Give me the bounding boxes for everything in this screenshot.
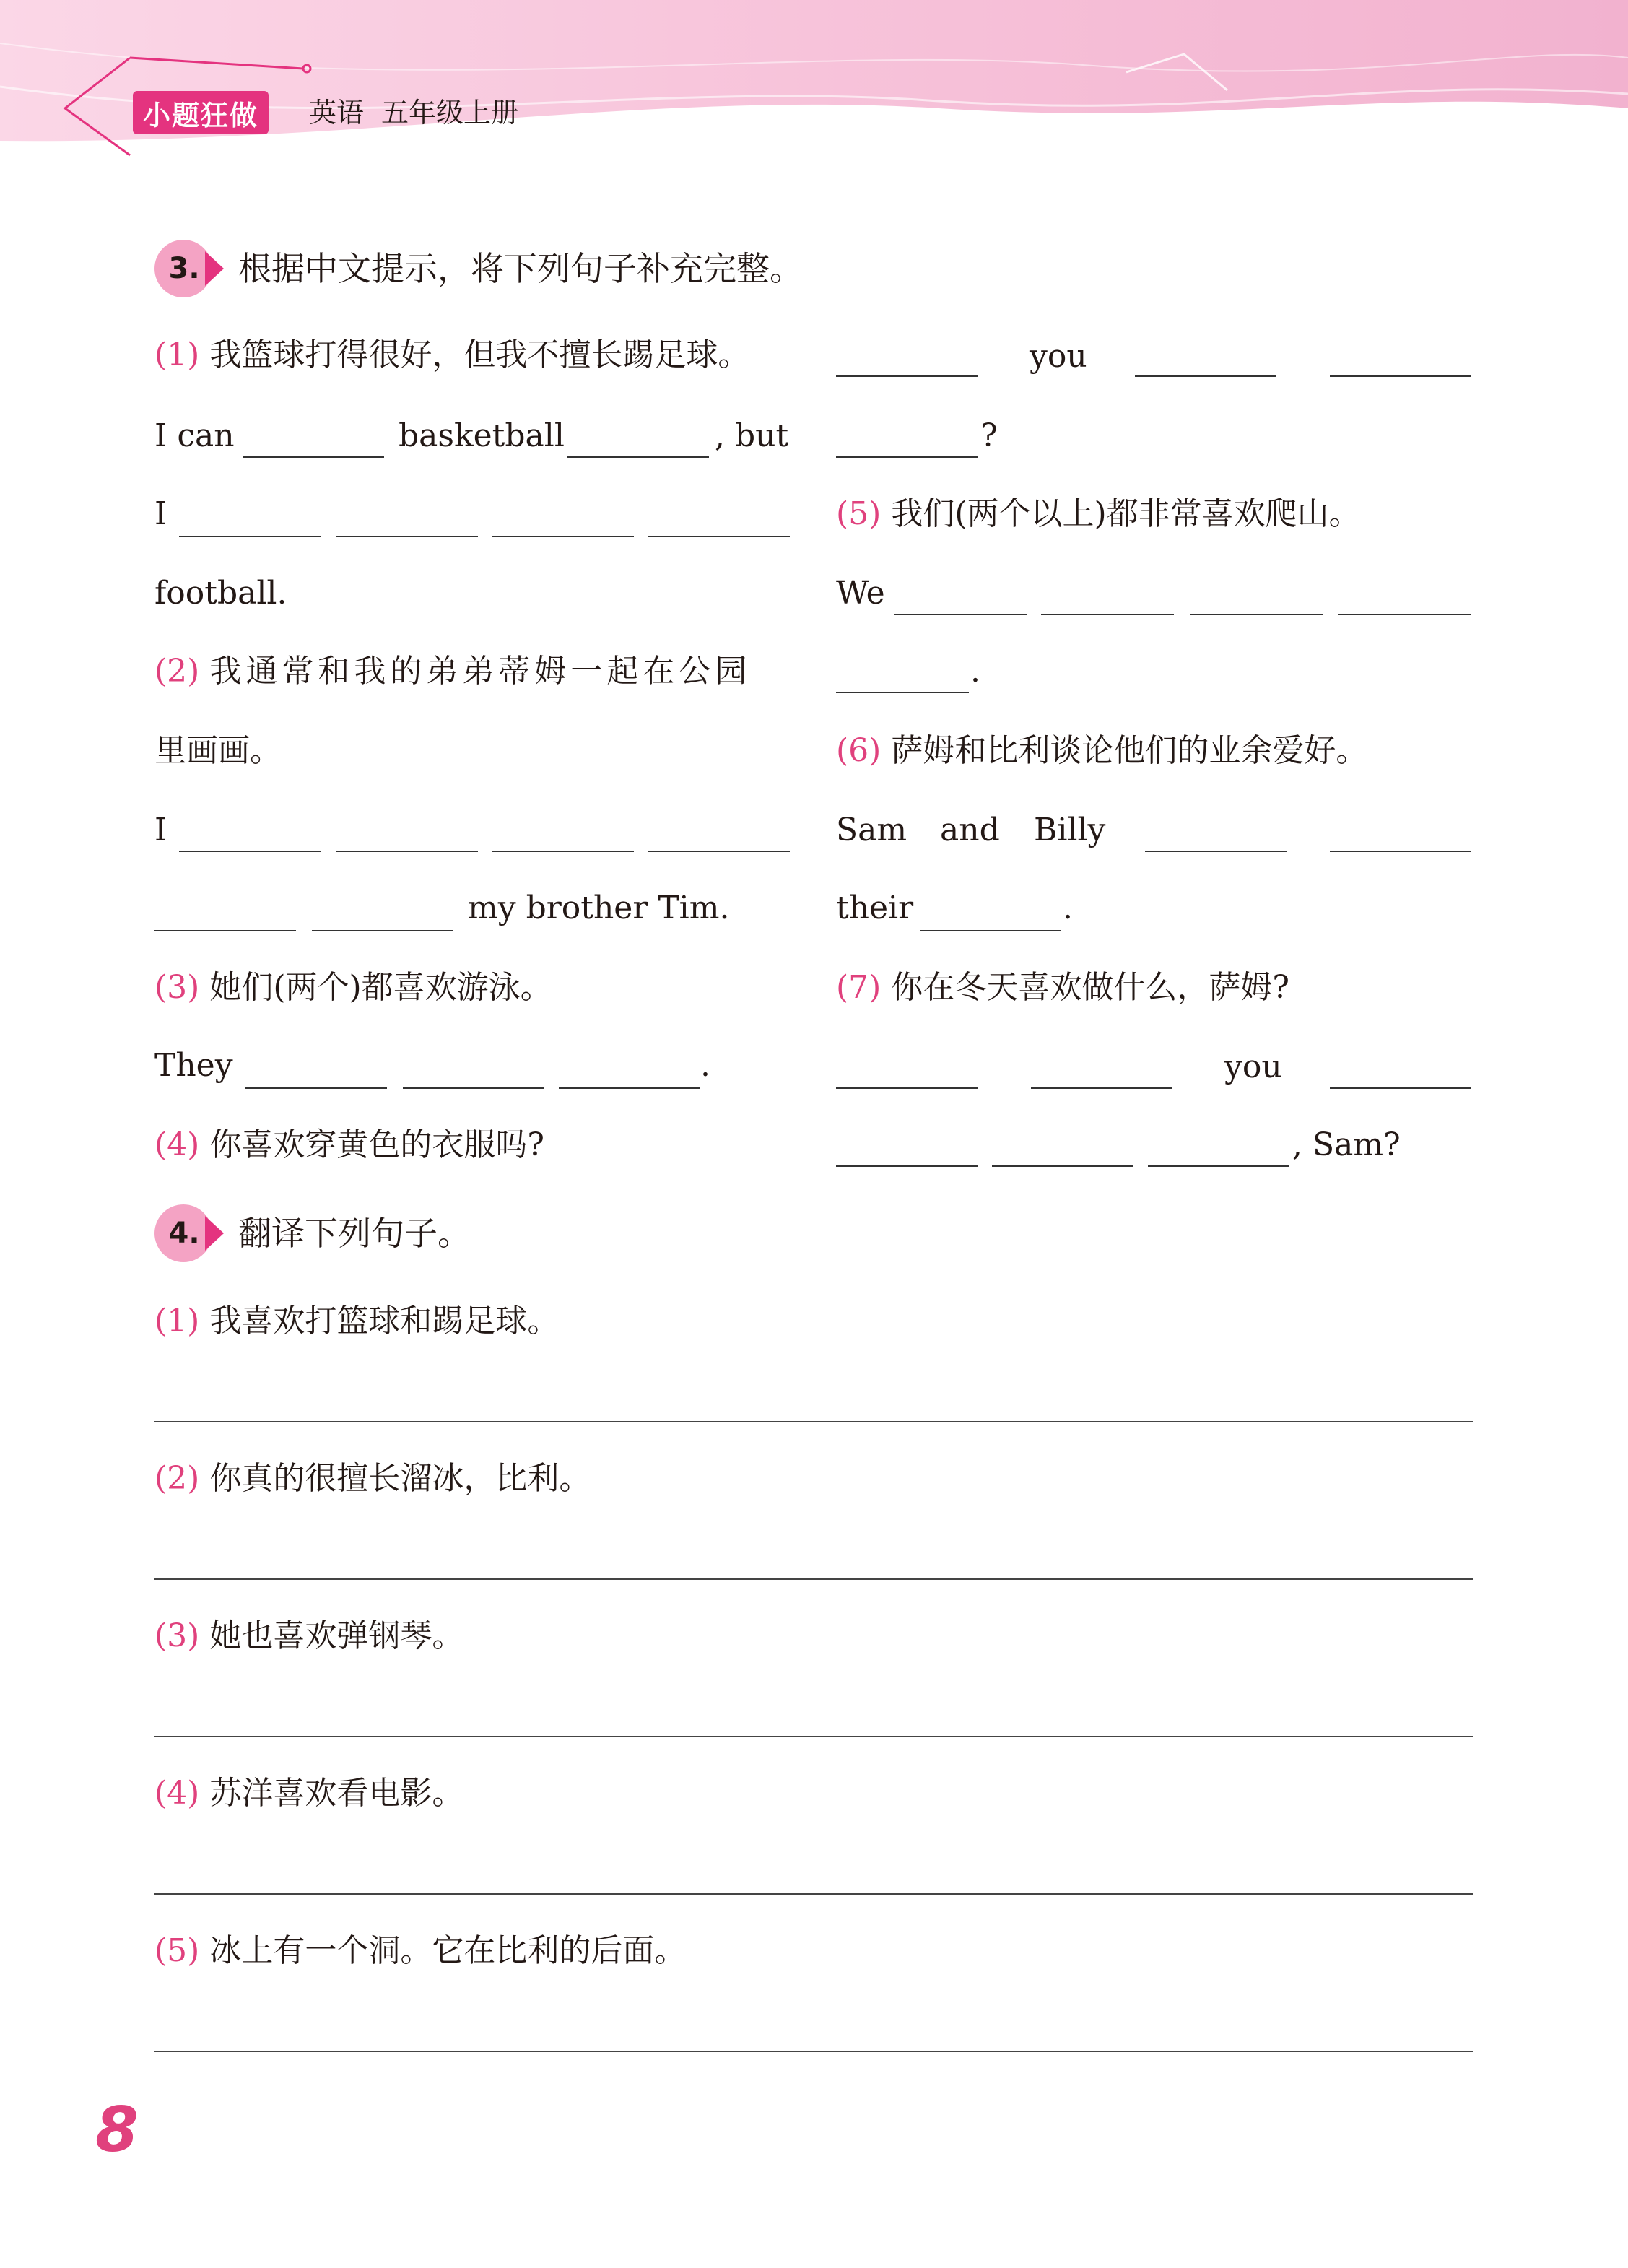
answer-blank[interactable] [245, 1087, 387, 1089]
q7-prompt [836, 966, 1289, 1009]
word-basketball: basketball [399, 417, 565, 454]
book-title [309, 91, 536, 134]
word-i: I [154, 812, 167, 848]
chinese-prompt: 里画画。 [154, 732, 282, 769]
q2-prompt-cont [154, 729, 282, 773]
answer-blank[interactable] [179, 851, 321, 852]
answer-blank[interactable] [648, 851, 790, 852]
answer-blank[interactable] [154, 930, 296, 931]
translate-item-4 [154, 1772, 463, 1815]
answer-blank[interactable] [894, 614, 1027, 615]
answer-blank[interactable] [1330, 1087, 1471, 1089]
word-football: football. [154, 575, 287, 612]
section-number: 4. [168, 1217, 200, 1250]
question-number: (4) [154, 1775, 200, 1812]
chinese-prompt: 她也喜欢弹钢琴。 [209, 1617, 464, 1654]
section-title: 翻译下列句子。 [238, 1214, 471, 1253]
q5-prompt [836, 492, 1361, 536]
word-i: I [154, 495, 167, 532]
translate-item-2 [154, 1457, 591, 1500]
answer-blank[interactable] [492, 851, 634, 852]
answer-blank[interactable] [992, 1165, 1133, 1167]
translate-item-1 [154, 1300, 559, 1343]
question-number: (4) [154, 1126, 200, 1163]
question-number: (3) [154, 969, 200, 1006]
answer-blank[interactable] [312, 930, 453, 931]
answer-blank[interactable] [1041, 614, 1174, 615]
chinese-prompt: 你真的很擅长溜冰，比利。 [209, 1460, 591, 1497]
answer-blank[interactable] [567, 456, 709, 458]
answer-blank[interactable] [492, 536, 634, 537]
translate-item-5 [154, 1929, 686, 1973]
word-billy: Billy [1034, 812, 1106, 848]
section-number: 3. [168, 252, 200, 285]
question-number: (7) [836, 969, 882, 1006]
question-number: (1) [154, 1303, 200, 1339]
answer-blank[interactable] [1330, 375, 1471, 377]
answer-line[interactable] [154, 2051, 1473, 2052]
chinese-prompt: 冰上有一个洞。它在比利的后面。 [209, 1932, 687, 1969]
answer-blank[interactable] [559, 1087, 700, 1089]
chinese-prompt: 你喜欢穿黄色的衣服吗? [209, 1126, 544, 1163]
header-wave-graphic [0, 0, 1628, 166]
answer-line[interactable] [154, 1893, 1473, 1895]
answer-blank[interactable] [336, 851, 478, 852]
word-sam: Sam [836, 812, 907, 848]
chinese-prompt: 苏洋喜欢看电影。 [209, 1775, 464, 1812]
word-you: you [1030, 338, 1087, 375]
translate-item-3 [154, 1615, 463, 1658]
answer-line[interactable] [154, 1578, 1473, 1580]
question-number: (5) [836, 495, 882, 532]
word-but: , but [715, 417, 789, 454]
question-number: (6) [836, 732, 882, 769]
answer-blank[interactable] [179, 536, 321, 537]
word-period: . [700, 1047, 710, 1084]
answer-line[interactable] [154, 1421, 1473, 1422]
answer-blank[interactable] [1135, 375, 1276, 377]
word-question-mark: ? [980, 417, 998, 454]
q4-prompt [154, 1124, 544, 1167]
word-sam: , Sam? [1292, 1126, 1401, 1163]
word-they: They [154, 1047, 233, 1084]
word-we: We [836, 575, 885, 612]
q3-prompt [154, 966, 552, 1009]
question-number: (1) [154, 336, 200, 373]
answer-blank[interactable] [836, 1165, 978, 1167]
question-number: (5) [154, 1932, 200, 1969]
answer-blank[interactable] [836, 1087, 978, 1089]
answer-blank[interactable] [336, 536, 478, 537]
q6-prompt [836, 729, 1367, 773]
question-number: (2) [154, 653, 200, 690]
word-period: . [1063, 890, 1073, 926]
chinese-prompt: 萨姆和比利谈论他们的业余爱好。 [891, 732, 1368, 769]
answer-blank[interactable] [1330, 851, 1471, 852]
chinese-prompt: 我通常和我的弟弟蒂姆一起在公园 [209, 653, 752, 690]
grade-label: 五年级上册 [381, 97, 519, 129]
answer-blank[interactable] [1031, 1087, 1172, 1089]
word-period: . [970, 653, 980, 690]
answer-blank[interactable] [920, 930, 1061, 931]
word-my-brother-tim: my brother Tim. [468, 890, 730, 926]
section-title: 根据中文提示，将下列句子补充完整。 [238, 249, 803, 288]
question-number: (2) [154, 1460, 200, 1497]
answer-blank[interactable] [836, 375, 978, 377]
question-number: (3) [154, 1617, 200, 1654]
q1-prompt [154, 334, 749, 377]
chinese-prompt: 她们(两个)都喜欢游泳。 [209, 969, 552, 1006]
answer-blank[interactable] [836, 692, 969, 693]
chinese-prompt: 你在冬天喜欢做什么，萨姆? [891, 969, 1289, 1006]
chinese-prompt: 我喜欢打篮球和踢足球。 [209, 1303, 560, 1339]
word-i-can: I can [154, 417, 235, 454]
answer-blank[interactable] [1145, 851, 1287, 852]
header-band [0, 0, 1628, 166]
word-and: and [940, 812, 1000, 848]
word-their: their [836, 890, 914, 926]
answer-blank[interactable] [243, 456, 384, 458]
answer-blank[interactable] [403, 1087, 544, 1089]
answer-blank[interactable] [1338, 614, 1471, 615]
q2-prompt [154, 650, 751, 693]
series-badge: 小题狂做 [133, 91, 269, 134]
word-you: you [1224, 1048, 1282, 1085]
subject-label: 英语 [309, 97, 365, 129]
page-number: 8 [95, 2094, 139, 2166]
answer-blank[interactable] [1190, 614, 1323, 615]
answer-line[interactable] [154, 1736, 1473, 1737]
chinese-prompt: 我篮球打得很好，但我不擅长踢足球。 [209, 336, 750, 373]
answer-blank[interactable] [1148, 1165, 1289, 1167]
chinese-prompt: 我们(两个以上)都非常喜欢爬山。 [891, 495, 1361, 532]
answer-blank[interactable] [836, 456, 978, 458]
answer-blank[interactable] [648, 536, 790, 537]
